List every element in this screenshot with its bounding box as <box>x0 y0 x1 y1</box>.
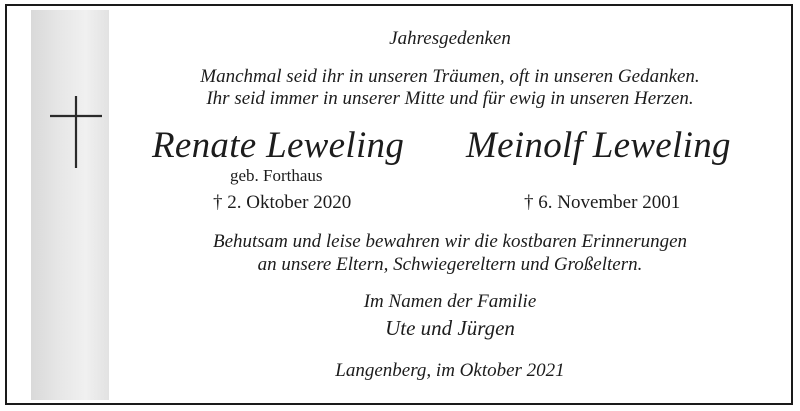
intro-line-2: Ihr seid immer in unserer Mitte und für ewig in unseren Herzen. <box>206 88 694 109</box>
person-name-2: Meinolf Leweling <box>466 125 731 166</box>
memory-line-2: an unsere Eltern, Schwiegereltern und Großeltern. <box>257 254 643 275</box>
memory-line-1: Behutsam und leise bewahren wir die kostbaren Erinnerungen <box>212 231 688 252</box>
notice-title: Jahresgedenken <box>389 28 511 49</box>
death-date-1: † 2. Oktober 2020 <box>213 192 352 213</box>
cross-icon <box>50 96 102 168</box>
decorative-strip <box>31 10 109 400</box>
intro-line-1: Manchmal seid ihr in unseren Träumen, oft in unseren Gedanken. <box>200 66 700 87</box>
person-name-1: Renate Leweling <box>152 125 405 166</box>
family-names: Ute und Jürgen <box>385 316 515 340</box>
death-date-2: † 6. November 2001 <box>524 192 681 213</box>
birth-name: geb. Forthaus <box>230 166 323 185</box>
family-intro: Im Namen der Familie <box>363 291 537 312</box>
place-date: Langenberg, im Oktober 2021 <box>335 360 565 381</box>
